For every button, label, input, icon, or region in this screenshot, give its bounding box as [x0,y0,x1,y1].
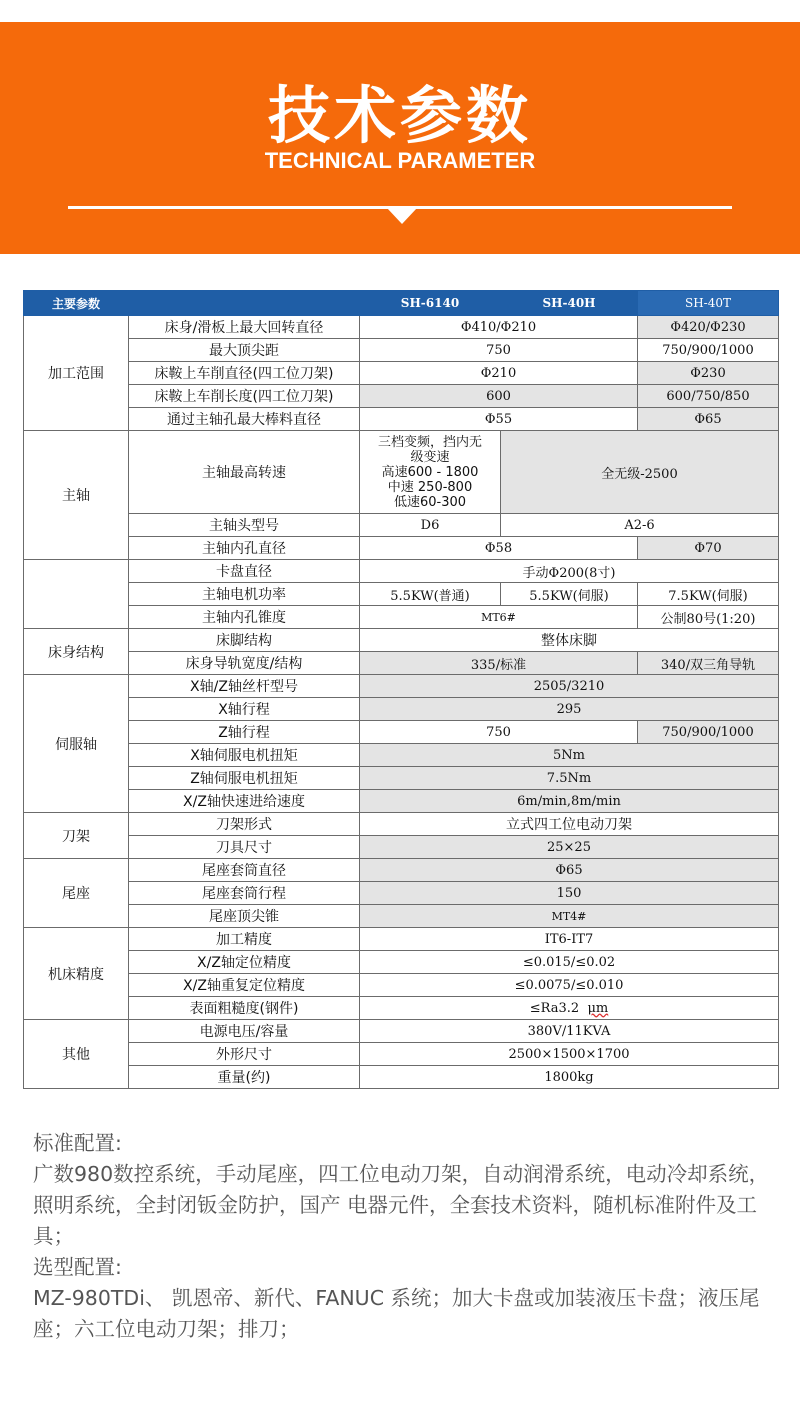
row-value: 295 [360,698,779,721]
row-label: X/Z轴定位精度 [129,951,360,974]
roughness-value [360,997,779,1020]
row-label: 主轴内孔直径 [129,537,360,560]
row-value: Φ420/Φ230 [638,316,779,339]
row-value: 1800kg [360,1066,779,1089]
header-blank [129,291,360,316]
row-value: 6m/min,8m/min [360,790,779,813]
table-row [24,744,779,767]
row-value: ≤0.0075/≤0.010 [360,974,779,997]
row-value: 2500×1500×1700 [360,1043,779,1066]
row-value: 7.5Nm [360,767,779,790]
table-row [24,767,779,790]
row-value: 25×25 [360,836,779,859]
table-row [24,652,779,675]
row-value: 手动Φ200(8寸) [360,560,779,583]
row-value: Φ70 [638,537,779,560]
row-value: Φ410/Φ210 [360,316,638,339]
header-model-6140: SH-6140 [360,291,501,316]
table-row [24,882,779,905]
header-model-40t: SH-40T [638,291,779,316]
table-row [24,928,779,951]
category-processing: 加工范围 [24,316,129,431]
table-row [24,836,779,859]
row-label: 尾座套筒行程 [129,882,360,905]
category-turret: 刀架 [24,813,129,859]
row-value: 整体床脚 [360,629,779,652]
speed-line: 低速60-300 [393,494,467,510]
row-label: 重量(约) [129,1066,360,1089]
row-label: 电源电压/容量 [129,1020,360,1043]
row-value: 5.5KW(伺服) [501,583,638,606]
row-label: X/Z轴重复定位精度 [129,974,360,997]
row-value: Φ210 [360,362,638,385]
table-row [24,316,779,339]
table-row [24,514,779,537]
category-tailstock: 尾座 [24,859,129,928]
configuration-notes [33,1128,773,1345]
table-row [24,1043,779,1066]
row-label: 尾座顶尖锥 [129,905,360,928]
row-label: 床身导轨宽度/结构 [129,652,360,675]
spec-table [23,290,779,1089]
table-header-row [24,291,779,316]
table-row [24,408,779,431]
table-row [24,629,779,652]
row-value: 2505/3210 [360,675,779,698]
row-value: ≤Ra3.2 [529,1000,580,1016]
row-label: 卡盘直径 [129,560,360,583]
standard-config-text: 广数980数控系统，手动尾座，四工位电动刀架，自动润滑系统，电动冷却系统，照明系统，全封闭钣金防护，国产 电器元件，全套技术资料，随机标准附件及工具； [33,1162,770,1248]
table-row [24,385,779,408]
row-value: 立式四工位电动刀架 [360,813,779,836]
table-row [24,790,779,813]
table-row [24,606,779,629]
row-value: 750 [360,339,638,362]
row-value: MT6# [360,606,638,629]
speed-line: 中速 250-800 [387,479,473,495]
table-row [24,560,779,583]
header-banner [0,22,800,254]
row-label: 床身/滑板上最大回转直径 [129,316,360,339]
row-value: 7.5KW(伺服) [638,583,779,606]
row-value: IT6-IT7 [360,928,779,951]
row-value: 5.5KW(普通) [360,583,501,606]
category-servo: 伺服轴 [24,675,129,813]
header-main-params: 主要参数 [24,291,129,316]
category-other: 其他 [24,1020,129,1089]
row-label: 主轴头型号 [129,514,360,537]
table-row [24,675,779,698]
row-label: X/Z轴快速进给速度 [129,790,360,813]
category-precision: 机床精度 [24,928,129,1020]
row-value: 750/900/1000 [638,339,779,362]
row-value: 公制80号(1:20) [638,606,779,629]
row-label: 表面粗糙度(钢件) [129,997,360,1020]
row-value: 150 [360,882,779,905]
row-label: 通过主轴孔最大棒料直径 [129,408,360,431]
row-value: 750 [360,721,638,744]
row-value: D6 [360,514,501,537]
table-row [24,431,779,514]
table-row [24,698,779,721]
speed-line: 三档变频，挡内无 [377,434,482,450]
row-value: Φ65 [360,859,779,882]
table-row [24,859,779,882]
unit-label: μm [587,1000,609,1016]
page-title: 技术参数 [267,79,532,152]
page-subtitle: TECHNICAL PARAMETER [264,148,536,173]
row-label: 刀具尺寸 [129,836,360,859]
optional-config-text: MZ-980TDi、 凯恩帝、新代、FANUC 系统；加大卡盘或加装液压卡盘；液压尾座；六工位电动刀架；排刀； [33,1286,760,1341]
row-value: 335/标准 [360,652,638,675]
table-row [24,721,779,744]
category-bed: 床身结构 [24,629,129,675]
row-label: 主轴电机功率 [129,583,360,606]
row-label: 床鞍上车削长度(四工位刀架) [129,385,360,408]
row-value: A2-6 [501,514,779,537]
table-row [24,905,779,928]
row-label: 加工精度 [129,928,360,951]
row-value: Φ58 [360,537,638,560]
row-label: 主轴最高转速 [129,431,360,514]
row-label: 床脚结构 [129,629,360,652]
row-label: 床鞍上车削直径(四工位刀架) [129,362,360,385]
row-value: 600 [360,385,638,408]
row-label: X轴行程 [129,698,360,721]
row-label: X轴伺服电机扭矩 [129,744,360,767]
header-model-40h: SH-40H [501,291,638,316]
table-row [24,583,779,606]
row-label: Z轴行程 [129,721,360,744]
standard-config-title: 标准配置: [33,1131,122,1155]
speed-description [360,431,501,514]
table-row [24,974,779,997]
speed-line: 高速600 - 1800 [381,464,479,480]
row-label: 尾座套筒直径 [129,859,360,882]
table-row [24,1066,779,1089]
row-value: 600/750/850 [638,385,779,408]
row-value: Φ230 [638,362,779,385]
row-label: 外形尺寸 [129,1043,360,1066]
row-value: ≤0.015/≤0.02 [360,951,779,974]
optional-config-title: 选型配置: [33,1255,122,1279]
row-value: Φ65 [638,408,779,431]
category-spindle-blank [24,560,129,629]
row-label: Z轴伺服电机扭矩 [129,767,360,790]
row-value: Φ55 [360,408,638,431]
down-arrow-icon [387,208,417,224]
row-label: X轴/Z轴丝杆型号 [129,675,360,698]
row-value: 全无级-2500 [501,431,779,514]
table-row [24,1020,779,1043]
speed-line: 级变速 [410,449,450,465]
row-label: 刀架形式 [129,813,360,836]
row-value: MT4# [360,905,779,928]
table-row [24,951,779,974]
table-row [24,813,779,836]
category-spindle: 主轴 [24,431,129,560]
table-row [24,339,779,362]
row-value: 750/900/1000 [638,721,779,744]
row-value: 340/双三角导轨 [638,652,779,675]
table-row [24,362,779,385]
table-row [24,997,779,1020]
row-value: 380V/11KVA [360,1020,779,1043]
table-row [24,537,779,560]
row-label: 最大顶尖距 [129,339,360,362]
row-label: 主轴内孔锥度 [129,606,360,629]
row-value: 5Nm [360,744,779,767]
